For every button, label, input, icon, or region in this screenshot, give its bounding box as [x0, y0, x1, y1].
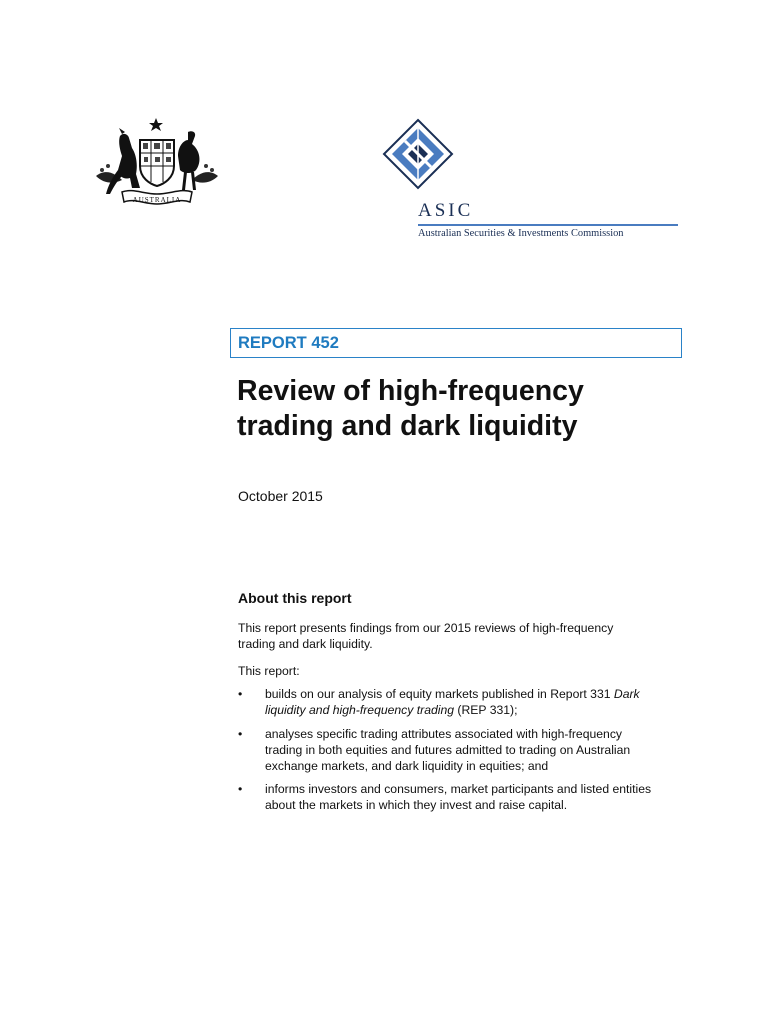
about-intro — [238, 620, 668, 652]
bullet-dot: • — [238, 727, 243, 741]
report-title-line: trading and dark liquidity — [237, 410, 578, 442]
asic-diamond-logo-icon — [382, 118, 454, 190]
asic-logo — [382, 118, 454, 190]
about-intro-line: This report presents findings from our 2015 reviews of high-frequency — [238, 621, 614, 635]
asic-full-name: Australian Securities & Investments Commission — [418, 228, 624, 239]
bullet-text: builds on our analysis of equity markets published in Report 331 — [265, 687, 614, 701]
bullet-dot: • — [238, 687, 243, 701]
report-title-line: Review of high-frequency — [237, 375, 584, 407]
report-reference-title: Dark — [613, 687, 640, 701]
bullet-text: trading in both equities and futures admitted to trading on Australian — [265, 743, 631, 757]
bullet-text: exchange markets, and dark liquidity in equities; and — [265, 759, 549, 773]
this-report-label: This report: — [238, 664, 300, 678]
bullet-text: informs investors and consumers, market participants and listed entities — [265, 782, 652, 796]
about-intro-line: trading and dark liquidity. — [238, 637, 373, 651]
coat-of-arms — [92, 114, 222, 210]
asic-wordmark: ASIC — [418, 200, 474, 221]
report-number: REPORT 452 — [238, 334, 339, 352]
bullet-text: analyses specific trading attributes associated with high-frequency — [265, 727, 623, 741]
report-number-box — [230, 328, 682, 358]
bullet-text: about the markets in which they invest and raise capital. — [265, 798, 568, 812]
report-title — [237, 374, 677, 444]
report-date: October 2015 — [238, 488, 323, 504]
report-reference-title: liquidity and high-frequency trading — [265, 703, 455, 717]
asic-divider — [418, 224, 678, 226]
australian-coat-of-arms-icon — [92, 114, 222, 210]
bullet-text: (REP 331); — [454, 703, 518, 717]
bullet-dot: • — [238, 782, 243, 796]
about-heading: About this report — [238, 590, 352, 606]
crest-scroll-text: AUSTRALIA — [132, 196, 182, 204]
